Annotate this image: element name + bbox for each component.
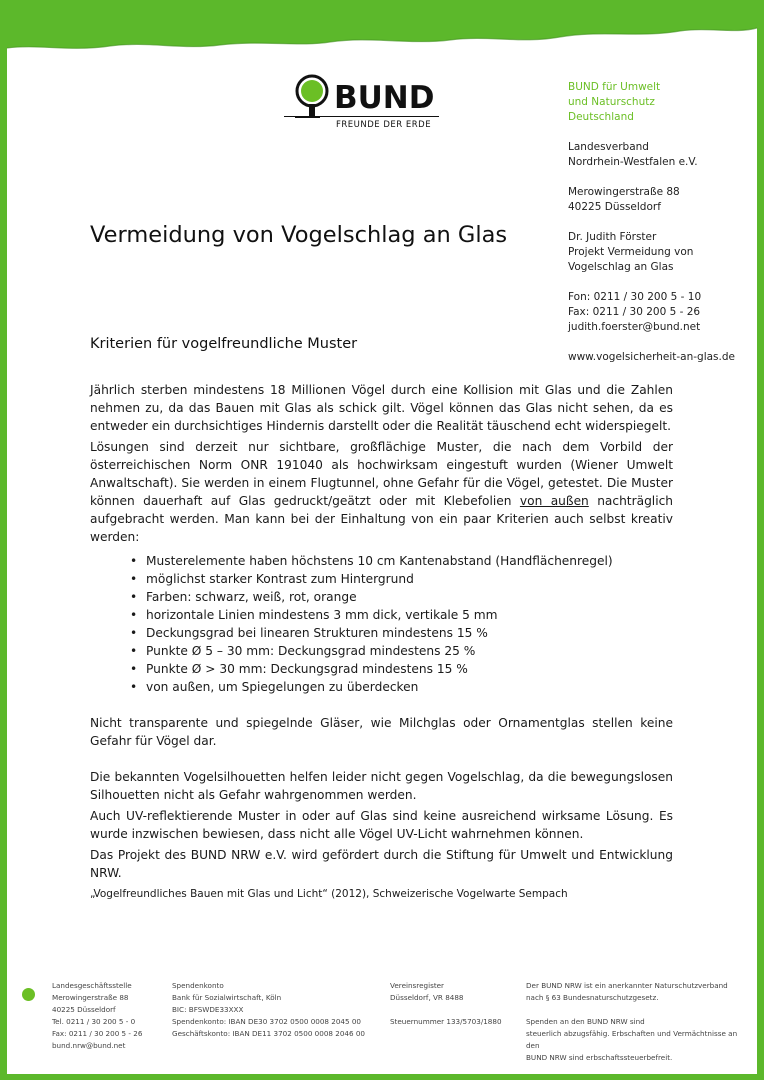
sender-org-line: und Naturschutz xyxy=(568,96,655,108)
sender-org xyxy=(568,80,758,125)
sender-contact-line: Projekt Vermeidung von xyxy=(568,246,694,258)
sender-street xyxy=(568,185,758,215)
source-citation: „Vogelfreundliches Bauen mit Glas und Licht“ (2012), Schweizerische Vogelwarte Sempach xyxy=(90,888,568,900)
list-item: • Farben: schwarz, weiß, rot, orange xyxy=(146,588,673,606)
footer-line: Düsseldorf, VR 8488 xyxy=(390,993,464,1002)
sender-email-link[interactable]: judith.foerster@bund.net xyxy=(568,321,701,333)
sender-fax-line: Fax: 0211 / 30 200 5 - 26 xyxy=(568,306,701,318)
footer-line: Spendenkonto: IBAN DE30 3702 0500 0008 2045 00 xyxy=(172,1017,362,1026)
page-title: Vermeidung von Vogelschlag an Glas xyxy=(90,222,508,248)
list-item: • Punkte Ø 5 – 30 mm: Deckungsgrad mindestens 25 % xyxy=(146,642,673,660)
footer-line: BUND NRW sind erbschaftssteuerbefreit. xyxy=(526,1053,673,1062)
footer-line: nach § 63 Bundesnaturschutzgesetz. xyxy=(526,993,659,1002)
sender-branch-line: Nordrhein-Westfalen e.V. xyxy=(568,156,698,168)
list-item: • Deckungsgrad bei linearen Strukturen mindestens 15 % xyxy=(146,624,673,642)
footer-line: Vereinsregister xyxy=(390,981,445,990)
paragraph-funding: Das Projekt des BUND NRW e.V. wird gefördert durch die Stiftung für Umwelt und Entwicklung NRW. xyxy=(90,848,673,880)
sender-address xyxy=(568,80,758,365)
paragraph-intro: Jährlich sterben mindestens 18 Millionen Vögel durch eine Kollision mit Glas und die Zahlen nehmen zu, da das Bauen mit Glas als schick gilt. Vögel können das Glas nicht sehen, da es entweder ein durchsichtiges Hindernis darstellt oder die Realität täuschend echt widerspiegelt. xyxy=(90,383,673,433)
footer-line: Fax: 0211 / 30 200 5 - 26 xyxy=(52,1029,143,1038)
footer-office xyxy=(52,980,162,1052)
footer-line xyxy=(390,1004,515,1016)
bund-globe-icon xyxy=(295,74,329,120)
sender-branch-line: Landesverband xyxy=(568,141,649,153)
document-body xyxy=(90,381,673,906)
logo-wordmark: BUND xyxy=(334,80,435,116)
footer-line: Geschäftskonto: IBAN DE11 3702 0500 0008 2046 00 xyxy=(172,1029,365,1038)
list-item: • Punkte Ø > 30 mm: Deckungsgrad mindestens 15 % xyxy=(146,660,673,678)
footer-line: Der BUND NRW ist ein anerkannter Naturschutzverband xyxy=(526,981,728,990)
sender-web-link[interactable]: www.vogelsicherheit-an-glas.de xyxy=(568,351,735,363)
footer-line: Tel. 0211 / 30 200 5 - 0 xyxy=(52,1017,136,1026)
page-subtitle: Kriterien für vogelfreundliche Muster xyxy=(90,336,358,352)
sender-phone-line: Fon: 0211 / 30 200 5 - 10 xyxy=(568,291,702,303)
footer-line: Bank für Sozialwirtschaft, Köln xyxy=(172,993,282,1002)
bund-logo[interactable] xyxy=(284,72,444,134)
sender-city-line: 40225 Düsseldorf xyxy=(568,201,661,213)
sender-branch xyxy=(568,140,758,170)
green-dot-icon xyxy=(22,988,35,1001)
footer-line: Merowingerstraße 88 xyxy=(52,993,129,1002)
sender-org-line: Deutschland xyxy=(568,111,634,123)
footer-line: Landesgeschäftsstelle xyxy=(52,981,132,990)
list-item: • möglichst starker Kontrast zum Hintergrund xyxy=(146,570,673,588)
list-item: • von außen, um Spiegelungen zu überdecken xyxy=(146,678,673,696)
footer-line: steuerlich abzugsfähig. Erbschaften und Vermächtnisse an den xyxy=(526,1029,738,1050)
paragraph-opaque-glass: Nicht transparente und spiegelnde Gläser, wie Milchglas oder Ornamentglas stellen keine Gefahr für Vögel dar. xyxy=(90,716,673,748)
paragraph-uv: Auch UV-reflektierende Muster in oder auf Glas sind keine ausreichend wirksame Lösung. Es wurde inzwischen bewiesen, dass nicht alle Vögel UV-Licht wahrnehmen können. xyxy=(90,809,673,841)
footer-line: Steuernummer 133/5703/1880 xyxy=(390,1017,502,1026)
footer-register xyxy=(390,980,515,1028)
paragraph-text: nachträglich aufgebracht werden. Man kann bei der Einhaltung von ein paar Kriterien auch selbst kreativ werden: xyxy=(90,494,674,544)
footer-email-link[interactable]: bund.nrw@bund.net xyxy=(52,1041,126,1050)
sender-contact xyxy=(568,230,758,275)
list-item: • horizontale Linien mindestens 3 mm dick, vertikale 5 mm xyxy=(146,606,673,624)
footer-bank xyxy=(172,980,382,1040)
sender-street-line: Merowingerstraße 88 xyxy=(568,186,680,198)
paragraph-silhouettes: Die bekannten Vogelsilhouetten helfen leider nicht gegen Vogelschlag, da die bewegungslosen Silhouetten nicht als Gefahr wahrgenommen werden. xyxy=(90,770,673,802)
sender-org-line: BUND für Umwelt xyxy=(568,81,661,93)
paragraph-solutions xyxy=(90,438,673,546)
footer-line: Spenden an den BUND NRW sind xyxy=(526,1017,645,1026)
footer-legal xyxy=(526,980,738,1064)
criteria-list xyxy=(90,552,673,696)
sender-phone xyxy=(568,290,758,335)
emphasis-underlined: von außen xyxy=(519,494,589,508)
footer-line: 40225 Düsseldorf xyxy=(52,1005,116,1014)
letterhead-footer xyxy=(22,980,742,1062)
list-item: • Musterelemente haben höchstens 10 cm Kantenabstand (Handflächenregel) xyxy=(146,552,673,570)
sender-contact-line: Vogelschlag an Glas xyxy=(568,261,674,273)
footer-line: Spendenkonto xyxy=(172,981,224,990)
paragraph-text: Lösungen sind derzeit nur sichtbare, großflächige Muster, die nach dem Vorbild der österreichischen Norm ONR 191040 als hochwirksam eingestuft wurden (Wiener Umwelt Anwaltschaft). Sie werden in einem Flugtunnel, ohne Gefahr für die Vögel, getestet. Die Muster können dauerhaft auf Glas gedruckt/geätzt oder mit Klebefolien xyxy=(90,440,673,508)
footer-line: BIC: BFSWDE33XXX xyxy=(172,1005,244,1014)
sender-contact-line: Dr. Judith Förster xyxy=(568,231,657,243)
logo-tagline: FREUNDE DER ERDE xyxy=(336,120,432,130)
logo-rule xyxy=(284,116,439,117)
footer-line xyxy=(526,1004,738,1016)
